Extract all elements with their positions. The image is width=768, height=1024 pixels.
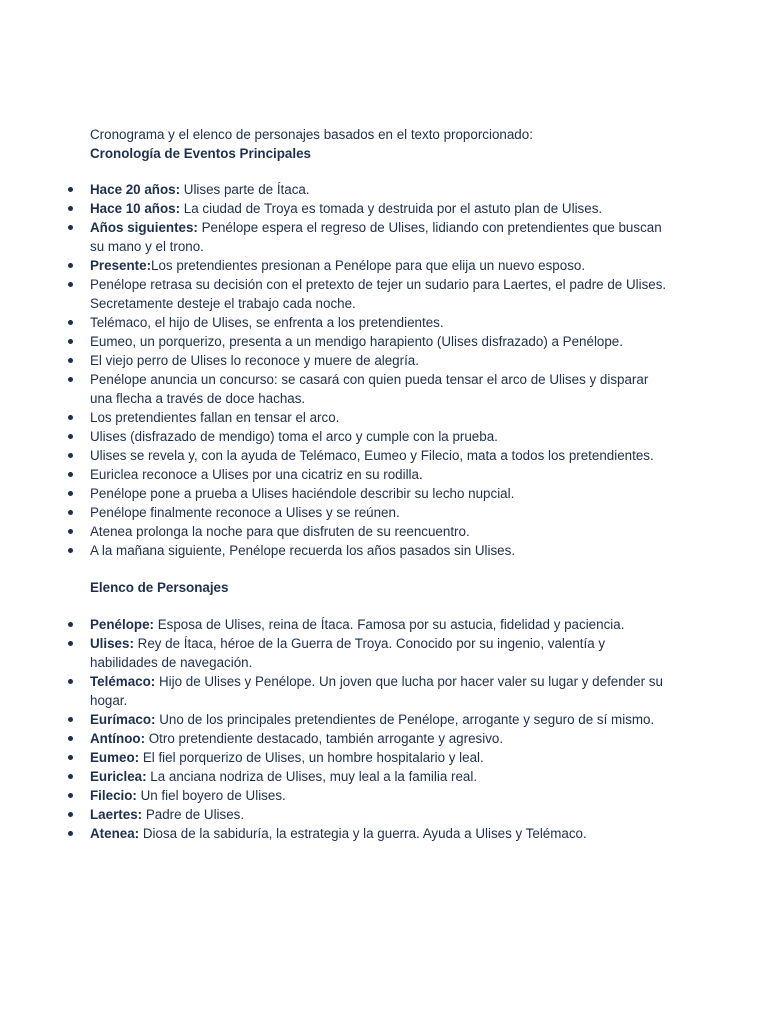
item-text: hogar. [90,693,128,708]
item-label: Hace 20 años: [90,182,181,197]
cast-item [90,767,690,786]
cast-item [90,824,690,843]
item-text: Atenea prolonga la noche para que disfruten de su reencuentro. [90,524,470,539]
cast-item [90,710,690,729]
bullet-icon [68,491,73,496]
bullet-icon [68,622,73,627]
cast-item [90,786,690,805]
timeline-item [90,522,690,541]
bullet-icon [68,812,73,817]
timeline-item [90,180,690,199]
item-text: La anciana nodriza de Ulises, muy leal a la familia real. [146,769,478,784]
item-text: Penélope finalmente reconoce a Ulises y se reúnen. [90,505,400,520]
item-text: El viejo perro de Ulises lo reconoce y muere de alegría. [90,353,419,368]
bullet-icon [68,774,73,779]
item-label: Hace 10 años: [90,201,181,216]
timeline-item [90,484,690,503]
timeline-item [90,313,690,332]
bullet-icon [68,736,73,741]
item-label: Laertes: [90,807,143,822]
item-label: Atenea: [90,826,140,841]
cast-item [90,805,690,824]
document-content [90,125,690,843]
cast-list [90,615,690,843]
bullet-icon [68,717,73,722]
timeline-item [90,332,690,351]
item-text: Los pretendientes presionan a Penélope para que elija un nuevo esposo. [151,258,586,273]
bullet-icon [68,679,73,684]
item-text: Rey de Ítaca, héroe de la Guerra de Troya. Conocido por su ingenio, valentía y [133,636,606,651]
item-label: Antínoo: [90,731,146,746]
bullet-icon [68,225,73,230]
item-text: Penélope pone a prueba a Ulises haciéndole describir su lecho nupcial. [90,486,515,501]
bullet-icon [68,263,73,268]
timeline-item [90,199,690,218]
bullet-icon [68,320,73,325]
bullet-icon [68,510,73,515]
item-label: Telémaco: [90,674,156,689]
item-text: El fiel porquerizo de Ulises, un hombre hospitalario y leal. [139,750,484,765]
item-text: su mano y el trono. [90,239,204,254]
item-text: Los pretendientes fallan en tensar el arco. [90,410,340,425]
item-text: La ciudad de Troya es tomada y destruida por el astuto plan de Ulises. [180,201,603,216]
bullet-icon [68,434,73,439]
item-text: una flecha a través de doce hachas. [90,391,306,406]
item-text: Uno de los principales pretendientes de Penélope, arrogante y seguro de sí mismo. [155,712,655,727]
cast-item [90,634,690,672]
bullet-icon [68,548,73,553]
item-label: Ulises: [90,636,134,651]
bullet-icon [68,831,73,836]
bullet-icon [68,339,73,344]
bullet-icon [68,793,73,798]
item-text: Penélope espera el regreso de Ulises, lidiando con pretendientes que buscan [197,220,662,235]
item-text: Euriclea reconoce a Ulises por una cicatriz en su rodilla. [90,467,423,482]
item-label: Presente: [90,258,152,273]
bullet-icon [68,529,73,534]
item-text: Diosa de la sabiduría, la estrategia y la guerra. Ayuda a Ulises y Telémaco. [139,826,587,841]
item-text: Padre de Ulises. [142,807,245,822]
timeline-item [90,370,690,408]
bullet-icon [68,187,73,192]
item-text: Otro pretendiente destacado, también arrogante y agresivo. [145,731,504,746]
bullet-icon [68,453,73,458]
bullet-icon [68,206,73,211]
timeline-list [90,180,690,560]
item-text: Secretamente desteje el trabajo cada noche. [90,296,356,311]
timeline-item [90,256,690,275]
bullet-icon [68,755,73,760]
item-text: Un fiel boyero de Ulises. [136,788,286,803]
item-text: Hijo de Ulises y Penélope. Un joven que lucha por hacer valer su lugar y defender su [155,674,663,689]
item-text: A la mañana siguiente, Penélope recuerda los años pasados sin Ulises. [90,543,516,558]
timeline-item [90,427,690,446]
item-label: Penélope: [90,617,154,632]
timeline-item [90,218,690,256]
timeline-item [90,351,690,370]
item-text: Telémaco, el hijo de Ulises, se enfrenta a los pretendientes. [90,315,444,330]
bullet-icon [68,641,73,646]
bullet-icon [68,415,73,420]
timeline-item [90,465,690,484]
spacer [90,163,690,180]
spacer [90,560,690,578]
item-text: Ulises se revela y, con la ayuda de Telémaco, Eumeo y Filecio, mata a todos los pretendientes. [90,448,654,463]
timeline-heading: Cronología de Eventos Principales [90,146,311,161]
item-label: Filecio: [90,788,137,803]
intro-line: Cronograma y el elenco de personajes basados en el texto proporcionado: [90,127,533,142]
item-label: Eurímaco: [90,712,156,727]
item-text: Eumeo, un porquerizo, presenta a un mendigo harapiento (Ulises disfrazado) a Penélope. [90,334,623,349]
item-text: habilidades de navegación. [90,655,253,670]
bullet-icon [68,377,73,382]
timeline-item [90,541,690,560]
timeline-item [90,503,690,522]
item-text: Penélope retrasa su decisión con el pretexto de tejer un sudario para Laertes, el padre de Ulises. [90,277,667,292]
cast-item [90,615,690,634]
timeline-item [90,408,690,427]
bullet-icon [68,282,73,287]
cast-heading: Elenco de Personajes [90,580,229,595]
item-text: Penélope anuncia un concurso: se casará con quien pueda tensar el arco de Ulises y disparar [90,372,649,387]
item-text: Esposa de Ulises, reina de Ítaca. Famosa por su astucia, fidelidad y paciencia. [154,617,625,632]
timeline-item [90,446,690,465]
cast-item [90,748,690,767]
bullet-icon [68,358,73,363]
item-label: Eumeo: [90,750,140,765]
spacer [90,597,690,615]
item-text: Ulises (disfrazado de mendigo) toma el arco y cumple con la prueba. [90,429,498,444]
item-label: Euriclea: [90,769,147,784]
cast-item [90,729,690,748]
item-label: Años siguientes: [90,220,198,235]
cast-item [90,672,690,710]
timeline-item [90,275,690,313]
item-text: Ulises parte de Ítaca. [180,182,310,197]
bullet-icon [68,472,73,477]
